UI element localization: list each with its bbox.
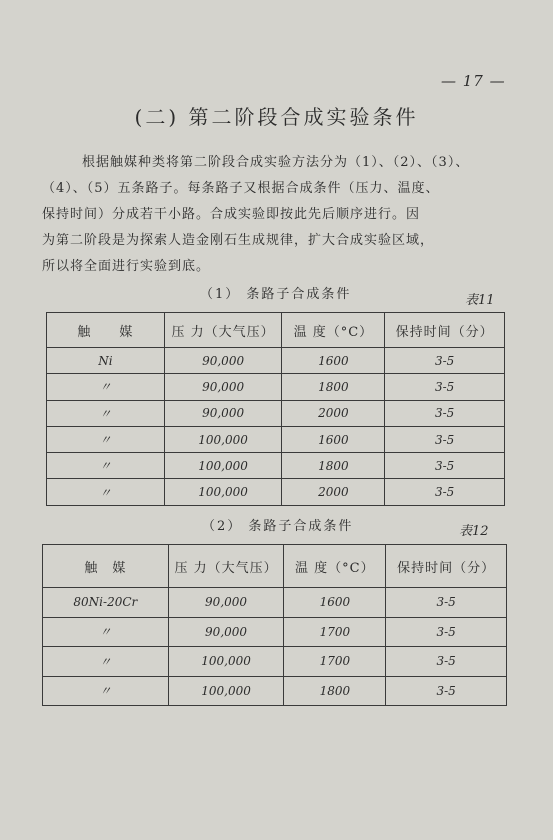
paragraph-line: 根据触媒种类将第二阶段合成实验方法分为（1）、（2）、（3）、	[82, 155, 470, 170]
table-row	[43, 617, 507, 647]
temperature-cell: 2000	[282, 479, 385, 505]
table-row	[47, 426, 505, 452]
page-number: — 17 —	[441, 72, 506, 90]
column-header: 触 媒	[43, 545, 169, 588]
column-header: 压 力（大气压）	[164, 313, 282, 348]
data-table	[42, 544, 507, 706]
hold-time-cell: 3-5	[386, 588, 507, 618]
catalyst-cell: 〃	[47, 426, 165, 452]
hold-time-cell: 3-5	[386, 617, 507, 647]
body-paragraph	[42, 150, 514, 280]
paragraph-line: （4）、（5）五条路子。每条路子又根据合成条件（压力、温度、	[42, 181, 440, 196]
catalyst-cell: 〃	[43, 676, 169, 706]
catalyst-cell: 〃	[47, 400, 165, 426]
catalyst-cell: Ni	[47, 348, 165, 374]
column-header: 保持时间（分）	[386, 545, 507, 588]
pressure-cell: 90,000	[168, 617, 284, 647]
table-row	[43, 647, 507, 677]
catalyst-cell: 〃	[43, 617, 169, 647]
table-caption: （1） 条路子合成条件	[200, 287, 352, 302]
column-header: 压 力（大气压）	[168, 545, 284, 588]
temperature-cell: 1800	[282, 374, 385, 400]
paragraph-line: 为第二阶段是为探索人造金刚石生成规律，扩大合成实验区域，	[42, 233, 435, 248]
table-row	[47, 374, 505, 400]
pressure-cell: 90,000	[164, 400, 282, 426]
table-header-row	[47, 313, 505, 348]
column-header: 触 媒	[47, 313, 165, 348]
table-row	[47, 479, 505, 505]
hold-time-cell: 3-5	[386, 647, 507, 677]
hold-time-cell: 3-5	[385, 426, 505, 452]
table-row	[43, 588, 507, 618]
temperature-cell: 1800	[284, 676, 386, 706]
table-row	[47, 348, 505, 374]
table-number: 表11	[465, 293, 495, 308]
hold-time-cell: 3-5	[385, 453, 505, 479]
catalyst-cell: 〃	[47, 479, 165, 505]
catalyst-cell: 〃	[47, 374, 165, 400]
section-title: (二) 第二阶段合成实验条件	[134, 105, 419, 129]
pressure-cell: 90,000	[164, 374, 282, 400]
temperature-cell: 1800	[282, 453, 385, 479]
temperature-cell: 1600	[282, 426, 385, 452]
pressure-cell: 100,000	[168, 647, 284, 677]
table-caption: （2） 条路子合成条件	[202, 519, 354, 534]
pressure-cell: 90,000	[164, 348, 282, 374]
paragraph-line: 所以将全面进行实验到底。	[42, 259, 211, 274]
table-row	[47, 400, 505, 426]
pressure-cell: 100,000	[164, 479, 282, 505]
hold-time-cell: 3-5	[386, 676, 507, 706]
table-header-row	[43, 545, 507, 588]
column-header: 保持时间（分）	[385, 313, 505, 348]
temperature-cell: 2000	[282, 400, 385, 426]
table-row	[47, 453, 505, 479]
temperature-cell: 1600	[284, 588, 386, 618]
hold-time-cell: 3-5	[385, 374, 505, 400]
column-header: 温 度（°C）	[282, 313, 385, 348]
temperature-cell: 1700	[284, 617, 386, 647]
hold-time-cell: 3-5	[385, 400, 505, 426]
hold-time-cell: 3-5	[385, 479, 505, 505]
pressure-cell: 90,000	[168, 588, 284, 618]
pressure-cell: 100,000	[168, 676, 284, 706]
temperature-cell: 1600	[282, 348, 385, 374]
pressure-cell: 100,000	[164, 426, 282, 452]
catalyst-cell: 80Ni-20Cr	[43, 588, 169, 618]
catalyst-cell: 〃	[43, 647, 169, 677]
hold-time-cell: 3-5	[385, 348, 505, 374]
temperature-cell: 1700	[284, 647, 386, 677]
data-table	[46, 312, 505, 506]
table-row	[43, 676, 507, 706]
column-header: 温 度（°C）	[284, 545, 386, 588]
pressure-cell: 100,000	[164, 453, 282, 479]
paragraph-line: 保持时间）分成若干小路。合成实验即按此先后顺序进行。因	[42, 207, 421, 222]
table-number: 表12	[459, 524, 489, 539]
catalyst-cell: 〃	[47, 453, 165, 479]
